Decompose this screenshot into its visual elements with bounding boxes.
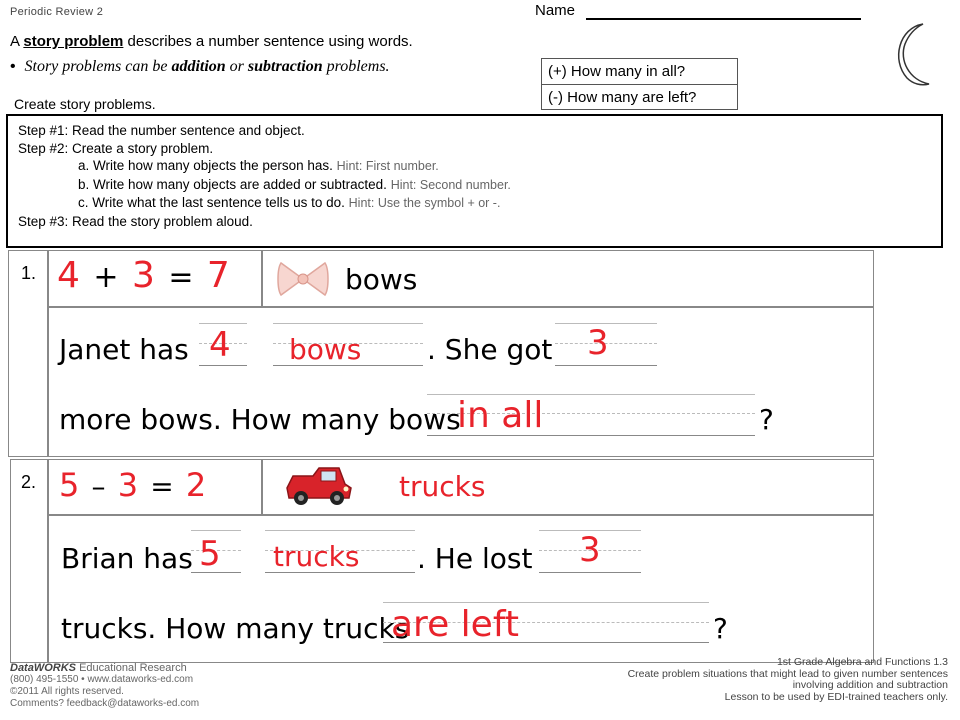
key-row-addition: (+) How many in all? bbox=[548, 63, 686, 80]
object-label: bows bbox=[345, 263, 418, 296]
answer-second-number[interactable]: 3 bbox=[587, 323, 609, 363]
footer-publisher: DataWORKS Educational Research (800) 495-1550 • www.dataworks-ed.com ©2011 All rights reserved. Comments? feedback@dataworks-ed.com bbox=[10, 662, 200, 709]
steps-box bbox=[6, 114, 943, 248]
create-story-title: Create story problems. bbox=[14, 96, 156, 112]
answer-object[interactable]: bows bbox=[289, 333, 362, 366]
key-row-subtraction: (-) How many are left? bbox=[542, 84, 737, 109]
periodic-review-label: Periodic Review 2 bbox=[10, 6, 104, 18]
moon-icon bbox=[885, 20, 935, 90]
object-label: trucks bbox=[399, 470, 486, 503]
problem-2 bbox=[10, 459, 874, 663]
number-sentence: 5 – 3 = 2 bbox=[59, 466, 208, 504]
step-3: Step #3: Read the story problem aloud. bbox=[18, 213, 253, 229]
bullet-story-types: • Story problems can be addition or subtraction problems. bbox=[10, 58, 390, 75]
story-line-1-middle: . She got bbox=[427, 333, 553, 366]
answer-object[interactable]: trucks bbox=[273, 540, 360, 573]
step-2: Step #2: Create a story problem. bbox=[18, 140, 214, 156]
name-label: Name bbox=[535, 2, 576, 19]
story-line-2-start: trucks. How many trucks bbox=[61, 612, 410, 645]
answer-first-number[interactable]: 5 bbox=[199, 534, 221, 574]
definition-text: A story problem describes a number sentence using words. bbox=[10, 33, 413, 50]
problem-number: 1. bbox=[21, 263, 37, 283]
step-2b: b. Write how many objects are added or subtracted. Hint: Second number. bbox=[78, 176, 511, 192]
answer-second-number[interactable]: 3 bbox=[579, 530, 601, 570]
footer-lesson-info: 1st Grade Algebra and Functions 1.3 Create problem situations that might lead to given number sentences involving addition and subtraction Lesson to be used by EDI-trained teachers only. bbox=[627, 656, 948, 703]
story-line-1-start: Brian has bbox=[61, 542, 193, 575]
answer-question[interactable]: in all bbox=[457, 395, 544, 436]
truck-icon bbox=[283, 462, 355, 508]
question-mark: ? bbox=[713, 612, 728, 645]
answer-first-number[interactable]: 4 bbox=[209, 325, 231, 365]
story-line-1-start: Janet has bbox=[59, 333, 189, 366]
operation-key-table bbox=[541, 58, 738, 110]
story-line-2-start: more bows. How many bows bbox=[59, 403, 461, 436]
problem-number: 2. bbox=[21, 472, 37, 492]
story-line-1-middle: . He lost bbox=[417, 542, 533, 575]
step-2a: a. Write how many objects the person has. Hint: First number. bbox=[78, 158, 439, 173]
answer-question[interactable]: are left bbox=[391, 604, 519, 645]
name-field[interactable] bbox=[586, 18, 861, 20]
definition-term: story problem bbox=[23, 33, 124, 50]
number-sentence: 4 + 3 = 7 bbox=[57, 255, 231, 296]
question-mark: ? bbox=[759, 403, 774, 436]
bow-icon bbox=[275, 259, 331, 299]
step-2c: c. Write what the last sentence tells us to do. Hint: Use the symbol + or -. bbox=[78, 195, 501, 210]
step-1: Step #1: Read the number sentence and object. bbox=[18, 123, 305, 138]
problem-1 bbox=[8, 250, 874, 457]
